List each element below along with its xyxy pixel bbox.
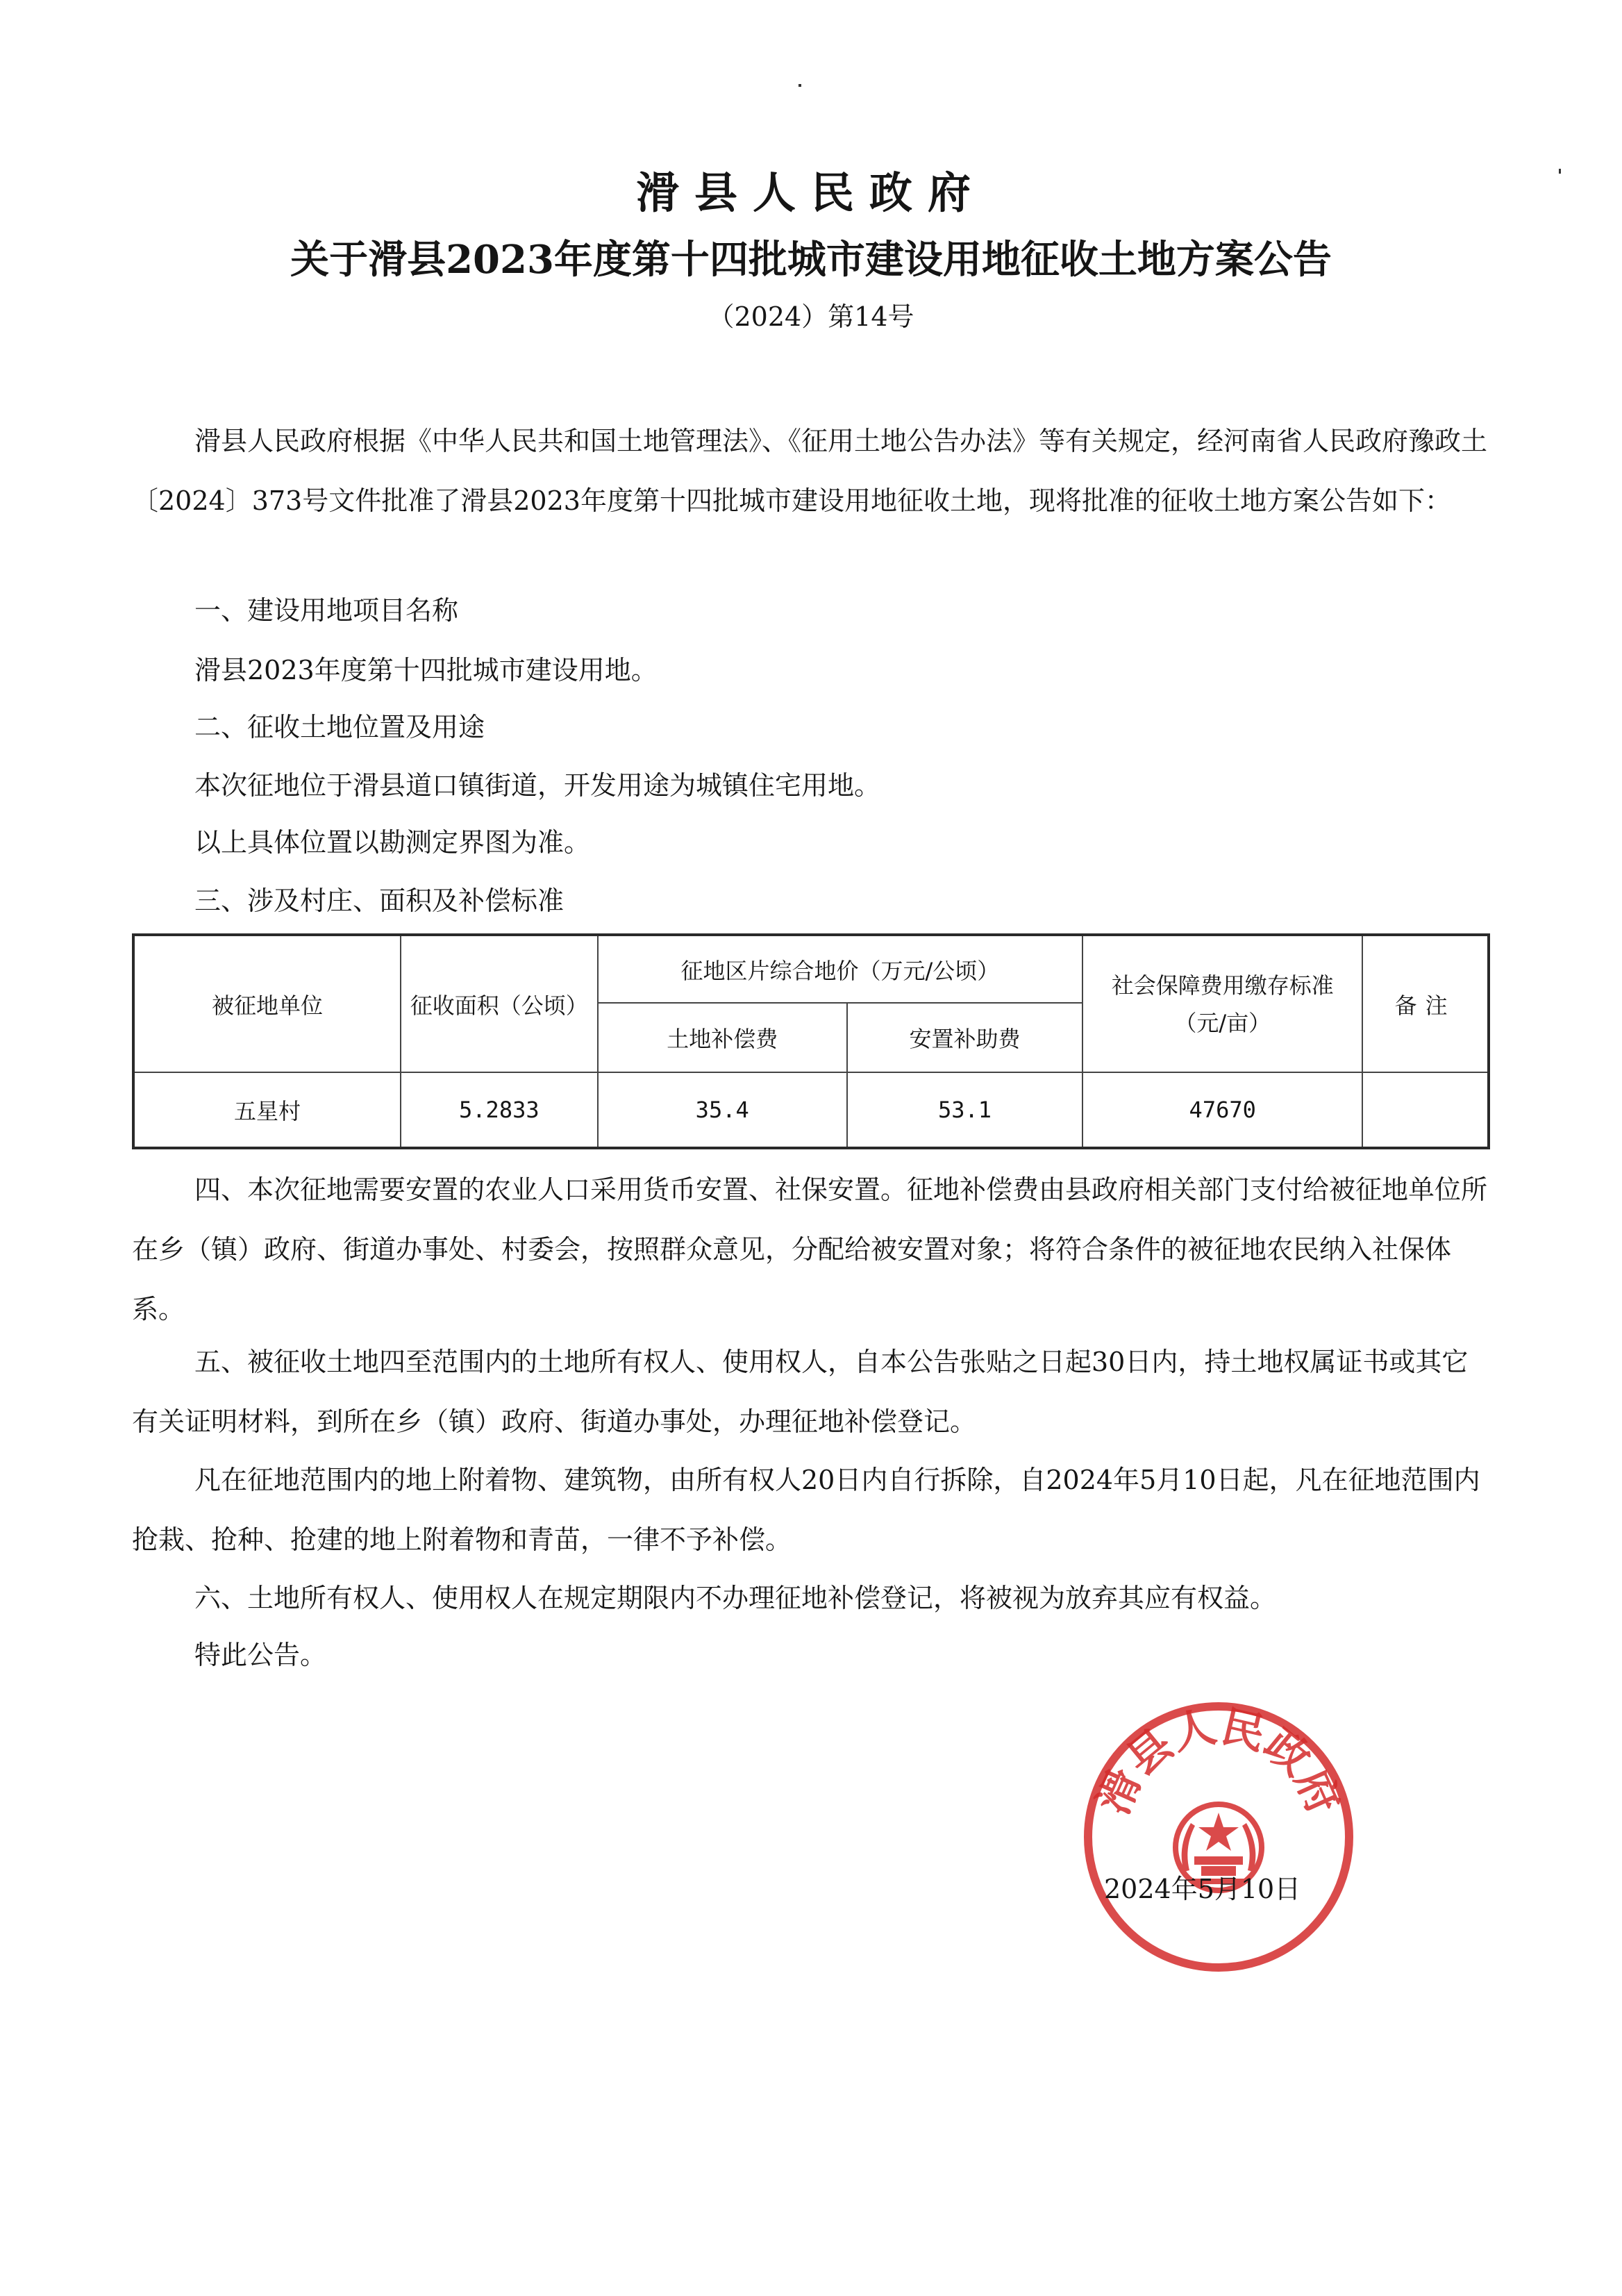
cell-land-compensation: 35.4 <box>598 1072 847 1148</box>
scan-speck <box>799 84 801 87</box>
section1-heading: 一、建设用地项目名称 <box>194 595 459 626</box>
cell-resettlement-subsidy: 53.1 <box>847 1072 1082 1148</box>
section5-paragraph: 五、被征收土地四至范围内的土地所有权人、使用权人，自本公告张贴之日起30日内，持土地权属证书或其它有关证明材料，到所在乡（镇）政府、街道办事处，办理征地补偿登记。 <box>132 1347 1469 1437</box>
intro-paragraph: 滑县人民政府根据《中华人民共和国土地管理法》、《征用土地公告办法》等有关规定，经河南省人民政府豫政土〔2024〕373号文件批准了滑县2023年度第十四批城市建设用地征收土地，现将批准的征收土地方案公告如下： <box>132 426 1488 516</box>
compensation-table <box>132 933 1490 1149</box>
demolition-paragraph: 凡在征地范围内的地上附着物、建筑物，由所有权人20日内自行拆除，自2024年5月10日起，凡在征地范围内抢栽、抢种、抢建的地上附着物和青苗，一律不予补偿。 <box>132 1465 1480 1555</box>
section2-text: 本次征地位于滑县道口镇街道，开发用途为城镇住宅用地。 <box>194 770 881 801</box>
official-seal-icon <box>1080 1698 1357 1976</box>
table-row <box>133 1072 1489 1148</box>
section4-paragraph: 四、本次征地需要安置的农业人口采用货币安置、社保安置。征地补偿费由县政府相关部门支付给被征地单位所在乡（镇）政府、街道办事处、村委会，按照群众意见，分配给被安置对象；将符合条件的被征地农民纳入社保体系。 <box>132 1174 1488 1324</box>
header-land-compensation: 土地补偿费 <box>598 1003 847 1072</box>
cell-area: 5.2833 <box>401 1072 598 1148</box>
header-unit: 被征地单位 <box>133 935 401 1072</box>
cell-remarks <box>1362 1072 1489 1148</box>
header-social-security: 社会保障费用缴存标准（元/亩） <box>1082 935 1362 1072</box>
section3-heading: 三、涉及村庄、面积及补偿标准 <box>194 885 565 916</box>
cell-social-security: 47670 <box>1082 1072 1362 1148</box>
issue-date: 2024年5月10日 <box>1104 1874 1301 1904</box>
issuer-title: 滑县人民政府 <box>635 167 986 218</box>
header-remarks: 备注 <box>1362 935 1489 1072</box>
header-area: 征收面积（公顷） <box>401 935 598 1072</box>
document-number: （2024）第14号 <box>708 301 914 332</box>
seal-text: 滑县人民政府 <box>1087 1700 1350 1822</box>
section2-note: 以上具体位置以勘测定界图为准。 <box>194 827 591 858</box>
cell-unit: 五星村 <box>133 1072 401 1148</box>
header-price-group: 征地区片综合地价（万元/公顷） <box>598 935 1083 1003</box>
notice-title: 关于滑县2023年度第十四批城市建设用地征收土地方案公告 <box>290 237 1332 283</box>
section6-paragraph: 六、土地所有权人、使用权人在规定期限内不办理征地补偿登记，将被视为放弃其应有权益。 <box>194 1583 1277 1613</box>
closing-line: 特此公告。 <box>194 1640 327 1670</box>
section1-text: 滑县2023年度第十四批城市建设用地。 <box>194 655 658 685</box>
header-resettlement-subsidy: 安置补助费 <box>847 1003 1082 1072</box>
section2-heading: 二、征收土地位置及用途 <box>194 712 485 742</box>
